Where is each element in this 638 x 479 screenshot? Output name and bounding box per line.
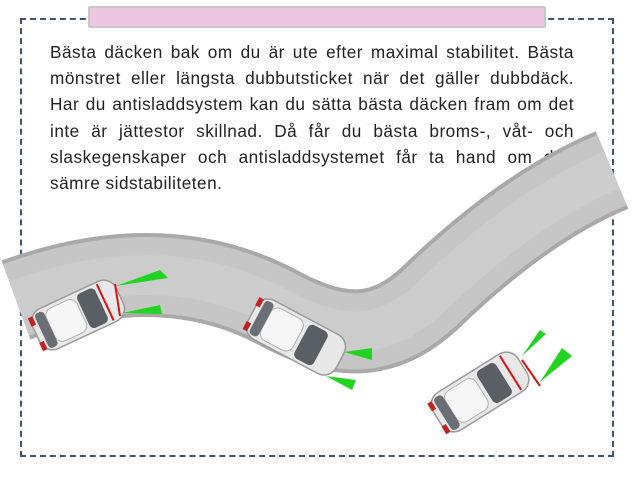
green-arrow [522, 330, 546, 356]
green-arrow [326, 376, 356, 390]
body-text: Bästa däcken bak om du är ute efter maximal stabilitet. Bästa mönstret eller längsta dubbutsticket när det gäller dubbdäck. Har du antisladdsystem kan du sätta bästa däcken fram om det inte är jättestor skillnad. Då får du bästa broms-, våt- och slaskegenskaper och antisladdsystemet får ta hand om den sämre sidstabiliteten. [50, 42, 574, 194]
car-right-arrows [522, 330, 572, 386]
car-right [425, 347, 534, 438]
green-arrow [540, 348, 572, 382]
